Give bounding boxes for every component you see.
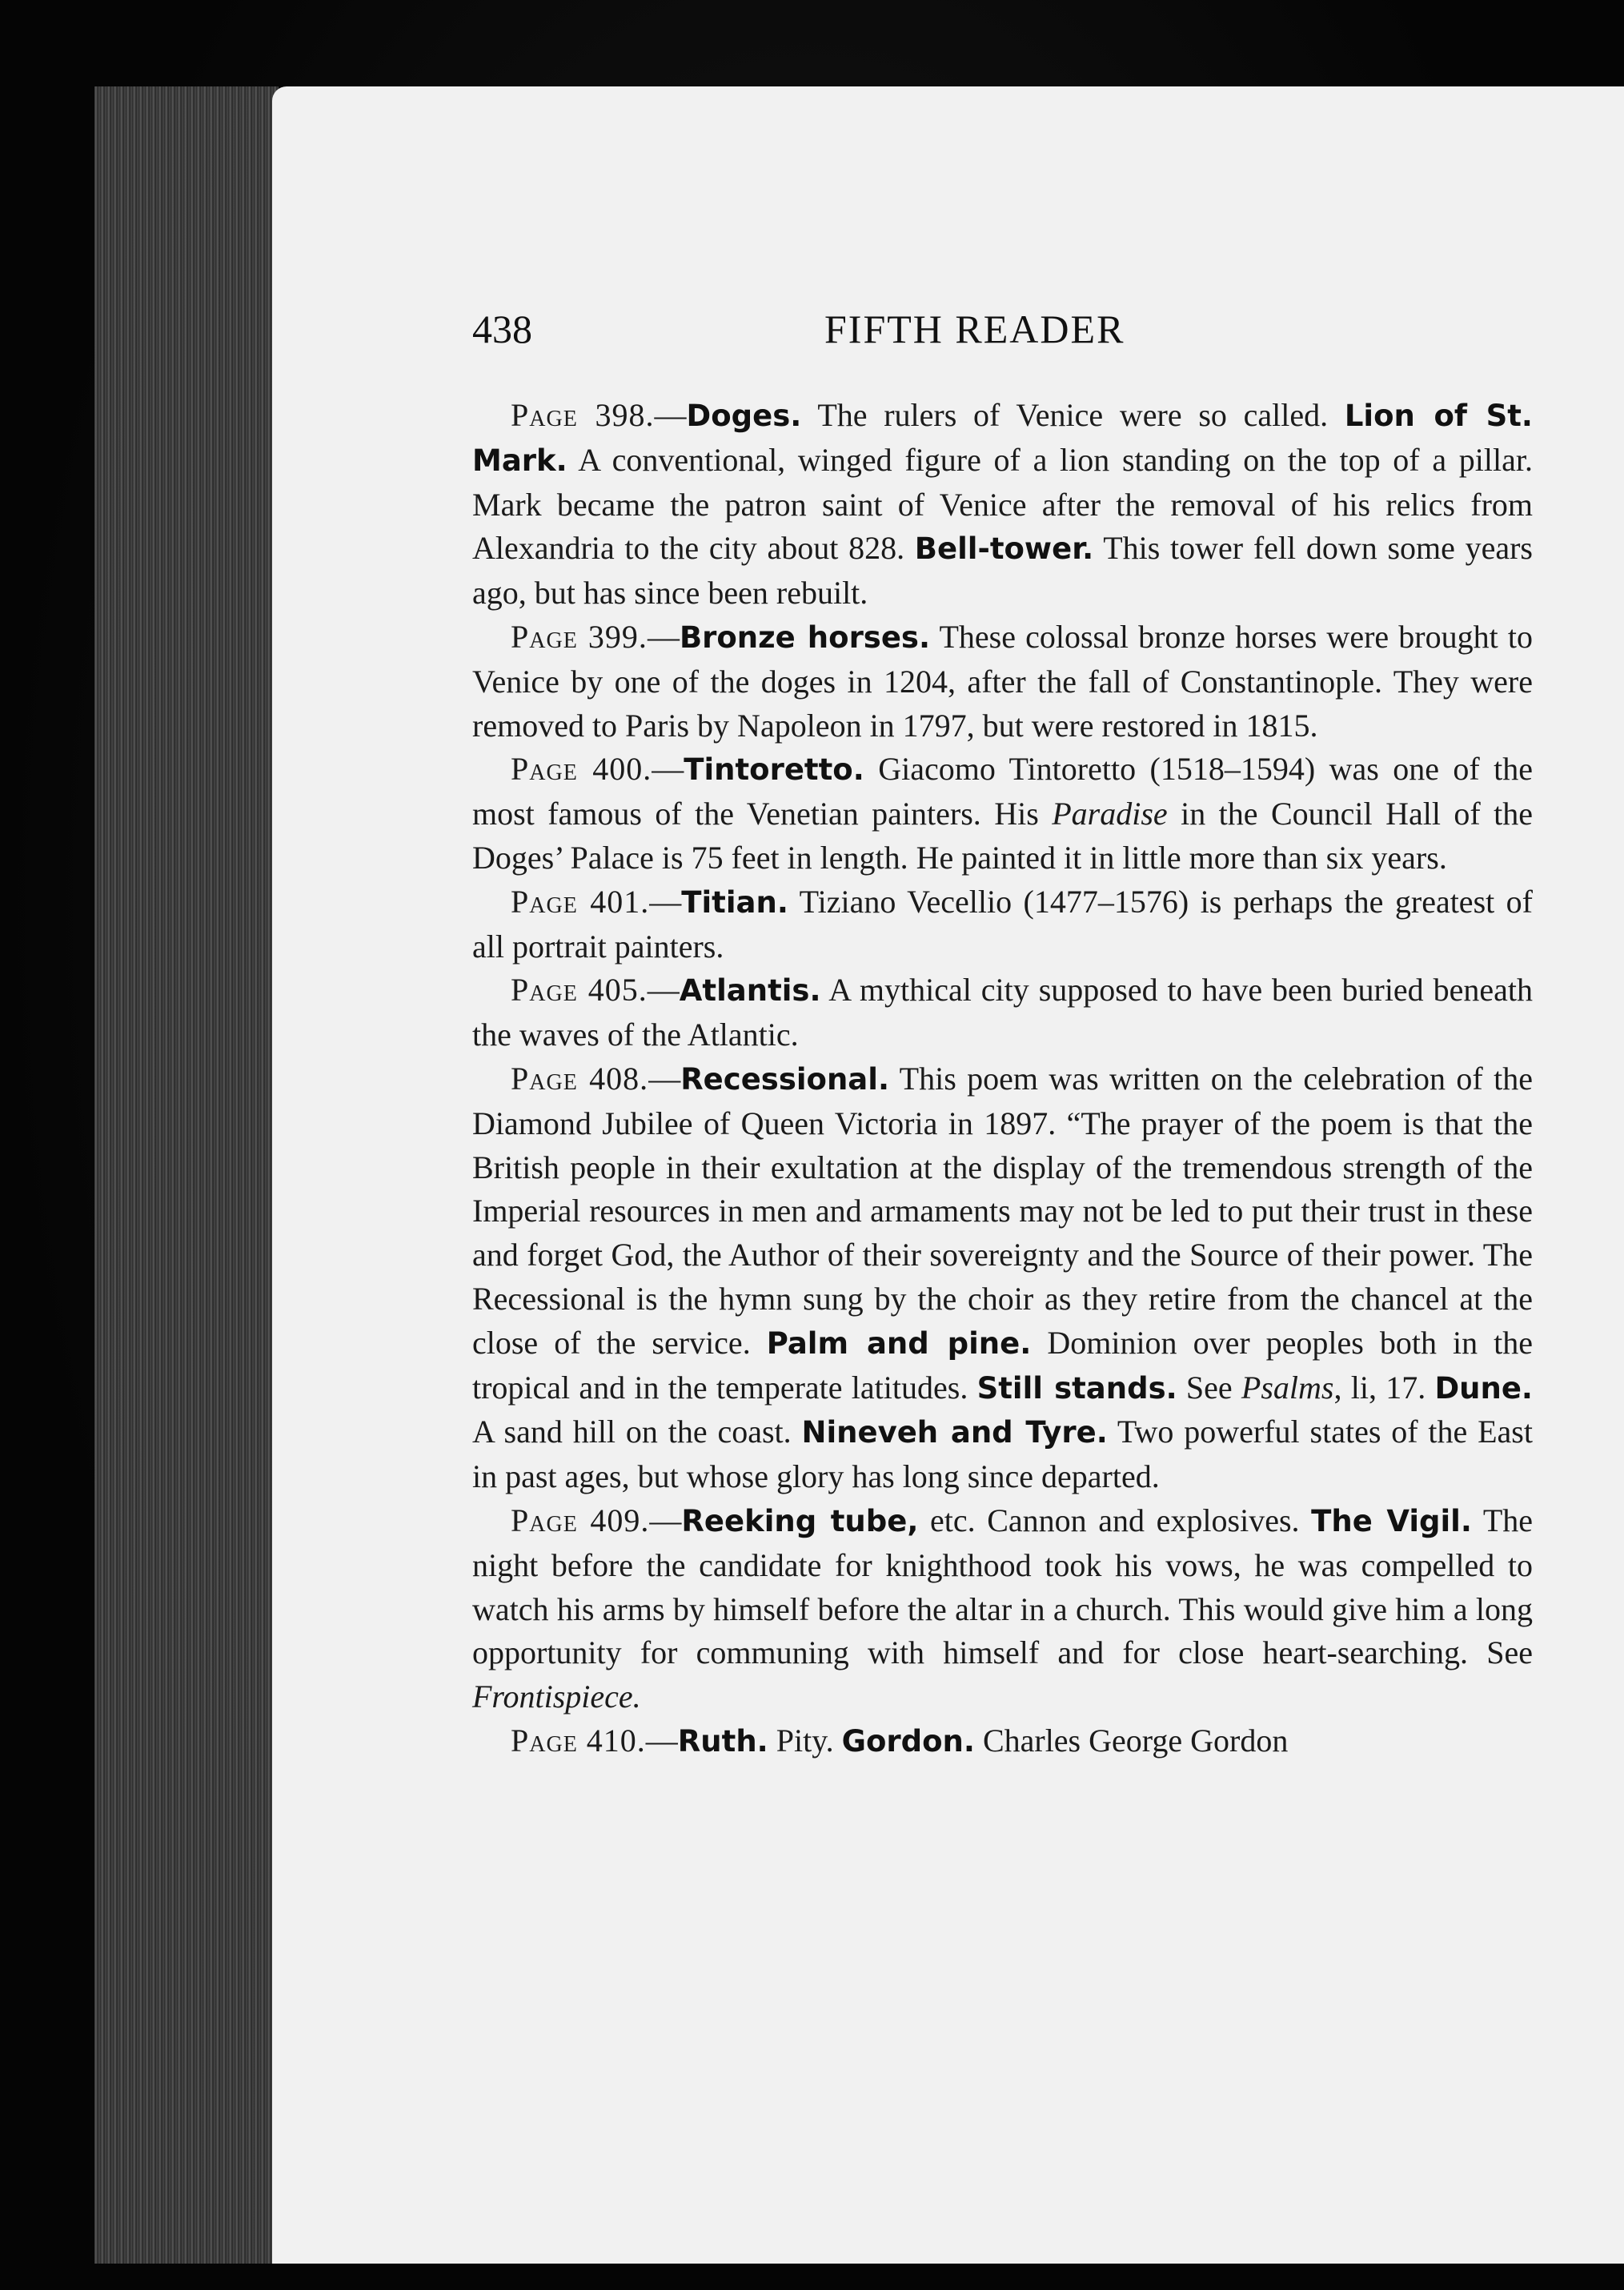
keyword-term: Still stands. bbox=[976, 1370, 1177, 1406]
em-dash: — bbox=[652, 751, 684, 788]
keyword-term: Gordon. bbox=[841, 1723, 975, 1759]
note-text: See bbox=[1177, 1369, 1241, 1406]
em-dash: — bbox=[648, 1060, 681, 1097]
note-entry bbox=[472, 969, 1533, 1057]
keyword-term: Bronze horses. bbox=[679, 620, 931, 655]
keyword-term: Recessional. bbox=[680, 1061, 889, 1097]
note-text: Dominion over peoples both in the tropical and in the temperate latitudes. bbox=[472, 1324, 1534, 1406]
note-entry bbox=[472, 1719, 1533, 1764]
page-reference: Page 409. bbox=[511, 1502, 650, 1538]
book-spine bbox=[94, 86, 279, 2264]
italic-title: Paradise bbox=[1052, 796, 1168, 832]
note-text: in the Council Hall of the Doges’ Palace is 75 feet in length. He painted it in little more than six years. bbox=[472, 796, 1534, 876]
note-text: This tower fell down some years ago, but has since been rebuilt. bbox=[472, 530, 1533, 612]
page-reference: Page 401. bbox=[511, 883, 650, 920]
em-dash: — bbox=[647, 972, 680, 1009]
note-text: Pity. bbox=[768, 1722, 842, 1759]
page-reference: Page 410. bbox=[511, 1722, 646, 1759]
running-title: FIFTH READER bbox=[824, 307, 1125, 351]
note-text: Charles George Gordon bbox=[974, 1722, 1289, 1759]
keyword-term: Dune. bbox=[1434, 1370, 1533, 1406]
note-entry bbox=[472, 748, 1533, 880]
page-reference: Page 408. bbox=[511, 1060, 649, 1097]
keyword-term: Bell-tower. bbox=[914, 531, 1094, 567]
em-dash: — bbox=[647, 618, 680, 655]
note-entry bbox=[472, 394, 1533, 616]
keyword-term: Doges. bbox=[686, 399, 802, 433]
note-text: Giacomo Tintoretto (1518–1594) was one of the most famous of the Venetian painters. His bbox=[472, 751, 1533, 832]
note-text: These colossal bronze horses were brought to Venice by one of the doges in 1204, after the fall of Constantinople. They were removed to Paris by Napoleon in 1797, but were restored in 1815. bbox=[472, 618, 1533, 744]
keyword-term: The Vigil. bbox=[1311, 1503, 1472, 1538]
italic-title: Frontispiece. bbox=[472, 1678, 641, 1715]
em-dash: — bbox=[649, 1502, 682, 1538]
page-reference: Page 398. bbox=[511, 397, 655, 433]
note-entry bbox=[472, 1057, 1533, 1499]
keyword-term: Titian. bbox=[681, 884, 788, 920]
italic-title: Psalms bbox=[1241, 1369, 1334, 1406]
page-number: 438 bbox=[472, 307, 532, 351]
note-text: , li, 17. bbox=[1333, 1369, 1435, 1406]
keyword-term: Ruth. bbox=[677, 1723, 768, 1759]
note-text: Tiziano Vecellio (1477–1576) is perhaps the greatest of all portrait painters. bbox=[472, 883, 1533, 965]
em-dash: — bbox=[645, 1722, 678, 1759]
keyword-term: Palm and pine. bbox=[766, 1325, 1032, 1361]
notes-body bbox=[472, 394, 1533, 1764]
note-text: This poem was written on the celebration of the Diamond Jubilee of Queen Victoria in 1897. “The prayer of the poem is that the British people in their exultation at the display of the tremendous strength of the Imperial resources in men and armaments may not be led to put their trust in these and forget God, the Author of their sovereignty and the Source of their power. The Recessional is the hymn sung by the choir as they retire from the chancel at the close of the service. bbox=[472, 1060, 1533, 1361]
page-header bbox=[472, 306, 1193, 362]
keyword-term: Tintoretto. bbox=[684, 752, 864, 788]
note-text: The night before the candidate for knighthood took his vows, he was compelled to watch his arms by himself before the altar in a church. This would give him a long opportunity for communing with himself and for close heart-searching. See bbox=[472, 1502, 1534, 1671]
em-dash: — bbox=[654, 397, 687, 433]
note-text: Two powerful states of the East in past ages, but whose glory has long since departed. bbox=[472, 1414, 1533, 1495]
note-text: The rulers of Venice were so called. bbox=[801, 397, 1345, 433]
page-reference: Page 405. bbox=[511, 972, 648, 1009]
note-entry bbox=[472, 1499, 1533, 1719]
note-entry bbox=[472, 616, 1533, 748]
note-text: A mythical city supposed to have been buried beneath the waves of the Atlantic. bbox=[472, 972, 1534, 1053]
em-dash: — bbox=[649, 883, 682, 920]
note-text: A sand hill on the coast. bbox=[472, 1414, 802, 1450]
note-entry bbox=[472, 880, 1533, 969]
keyword-term: Reeking tube, bbox=[681, 1503, 919, 1538]
keyword-term: Atlantis. bbox=[679, 973, 821, 1009]
keyword-term: Lion of St. Mark. bbox=[472, 399, 1533, 478]
page-reference: Page 400. bbox=[511, 751, 652, 788]
note-text: A conventional, winged figure of a lion standing on the top of a pillar. Mark became the patron saint of Venice after the removal of his relics from Alexandria to the city about 828. bbox=[472, 441, 1533, 567]
keyword-term: Nineveh and Tyre. bbox=[801, 1415, 1108, 1450]
note-text: etc. Cannon and explosives. bbox=[918, 1502, 1312, 1538]
page-reference: Page 399. bbox=[511, 618, 648, 655]
